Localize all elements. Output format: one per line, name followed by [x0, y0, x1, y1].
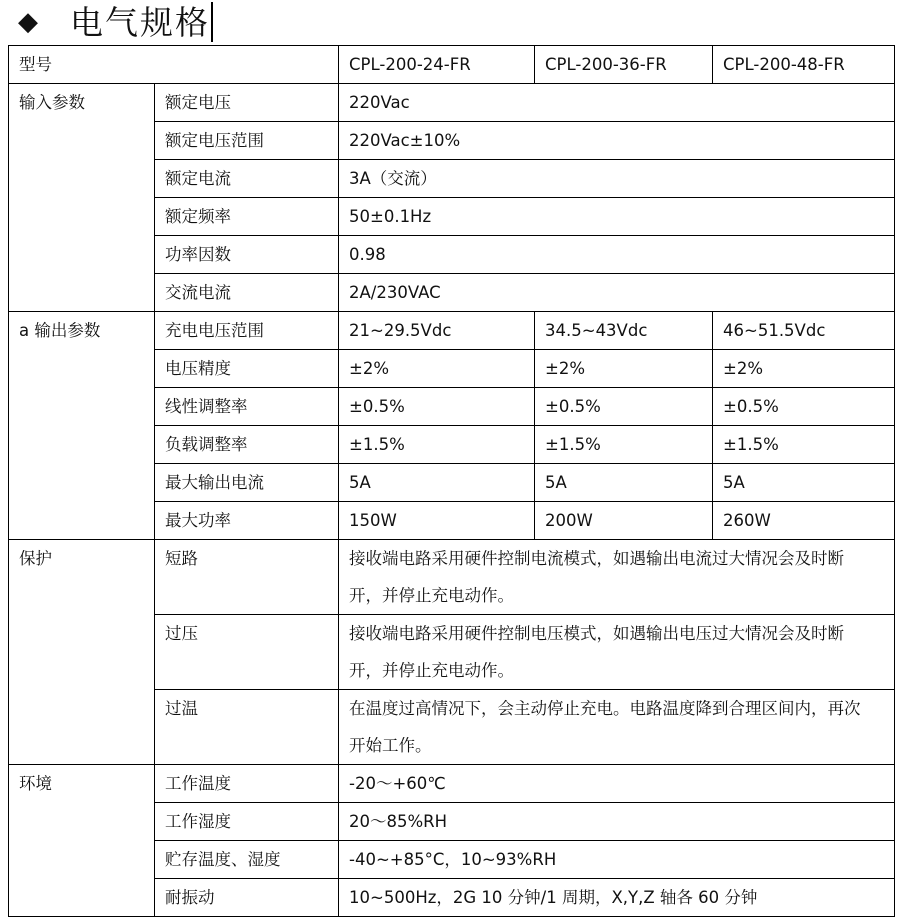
param-value: 5A — [339, 464, 535, 502]
param-value: 50±0.1Hz — [339, 198, 895, 236]
param-value: 21~29.5Vdc — [339, 312, 535, 350]
param-label: 短路 — [155, 540, 339, 615]
param-value-line: 开，并停止充电动作。 — [349, 586, 514, 605]
param-value: 34.5~43Vdc — [535, 312, 713, 350]
param-label: 最大输出电流 — [155, 464, 339, 502]
param-label: 工作温度 — [155, 765, 339, 803]
param-value: ±2% — [339, 350, 535, 388]
param-value: ±1.5% — [713, 426, 895, 464]
model-label-cell: 型号 — [9, 46, 339, 84]
group-label-protection: 保护 — [9, 540, 155, 765]
group-label-output: a 输出参数 — [9, 312, 155, 540]
param-value: 20～85%RH — [339, 803, 895, 841]
model-cell: CPL-200-48-FR — [713, 46, 895, 84]
spec-table — [8, 45, 895, 917]
model-cell: CPL-200-24-FR — [339, 46, 535, 84]
param-value: 260W — [713, 502, 895, 540]
section-title: 电气规格 — [70, 2, 210, 42]
param-value: ±0.5% — [535, 388, 713, 426]
param-value: 3A（交流） — [339, 160, 895, 198]
param-label: 耐振动 — [155, 879, 339, 917]
param-value: 10~500Hz，2G 10 分钟/1 周期，X,Y,Z 轴各 60 分钟 — [339, 879, 895, 917]
param-label: 额定电压范围 — [155, 122, 339, 160]
param-label: 充电电压范围 — [155, 312, 339, 350]
param-label: 贮存温度、湿度 — [155, 841, 339, 879]
param-label: 额定电流 — [155, 160, 339, 198]
section-heading — [18, 0, 213, 44]
param-value: 2A/230VAC — [339, 274, 895, 312]
param-label: 电压精度 — [155, 350, 339, 388]
param-value: 220Vac — [339, 84, 895, 122]
param-label: 额定电压 — [155, 84, 339, 122]
param-value: ±1.5% — [339, 426, 535, 464]
param-value — [339, 540, 895, 615]
param-value: 5A — [713, 464, 895, 502]
param-value: ±0.5% — [339, 388, 535, 426]
table-header-row — [9, 46, 895, 84]
param-value: 220Vac±10% — [339, 122, 895, 160]
param-value: ±2% — [713, 350, 895, 388]
param-value: 46~51.5Vdc — [713, 312, 895, 350]
param-label: 过压 — [155, 615, 339, 690]
param-label: 功率因数 — [155, 236, 339, 274]
param-value — [339, 690, 895, 765]
table-row — [9, 765, 895, 803]
param-value-line: 开始工作。 — [349, 736, 432, 755]
param-label: 工作湿度 — [155, 803, 339, 841]
param-value: -40~+85°C，10~93%RH — [339, 841, 895, 879]
group-label-input: 输入参数 — [9, 84, 155, 312]
table-row — [9, 312, 895, 350]
param-value: 0.98 — [339, 236, 895, 274]
param-value: 200W — [535, 502, 713, 540]
param-label: 最大功率 — [155, 502, 339, 540]
param-label: 交流电流 — [155, 274, 339, 312]
param-label: 额定频率 — [155, 198, 339, 236]
param-value: ±0.5% — [713, 388, 895, 426]
param-value: 150W — [339, 502, 535, 540]
param-value-line: 开，并停止充电动作。 — [349, 661, 514, 680]
param-value: ±1.5% — [535, 426, 713, 464]
param-value: 5A — [535, 464, 713, 502]
param-label: 线性调整率 — [155, 388, 339, 426]
table-row — [9, 540, 895, 615]
model-cell: CPL-200-36-FR — [535, 46, 713, 84]
param-value-line: 在温度过高情况下，会主动停止充电。电路温度降到合理区间内，再次 — [349, 699, 861, 718]
param-value — [339, 615, 895, 690]
param-label: 过温 — [155, 690, 339, 765]
param-value-line: 接收端电路采用硬件控制电压模式，如遇输出电压过大情况会及时断 — [349, 624, 844, 643]
group-label-environment: 环境 — [9, 765, 155, 917]
param-label: 负载调整率 — [155, 426, 339, 464]
param-value-line: 接收端电路采用硬件控制电流模式，如遇输出电流过大情况会及时断 — [349, 549, 844, 568]
param-value: ±2% — [535, 350, 713, 388]
text-cursor — [211, 2, 213, 42]
param-value: -20～+60℃ — [339, 765, 895, 803]
diamond-bullet-icon: ◆ — [18, 7, 38, 37]
table-row — [9, 84, 895, 122]
